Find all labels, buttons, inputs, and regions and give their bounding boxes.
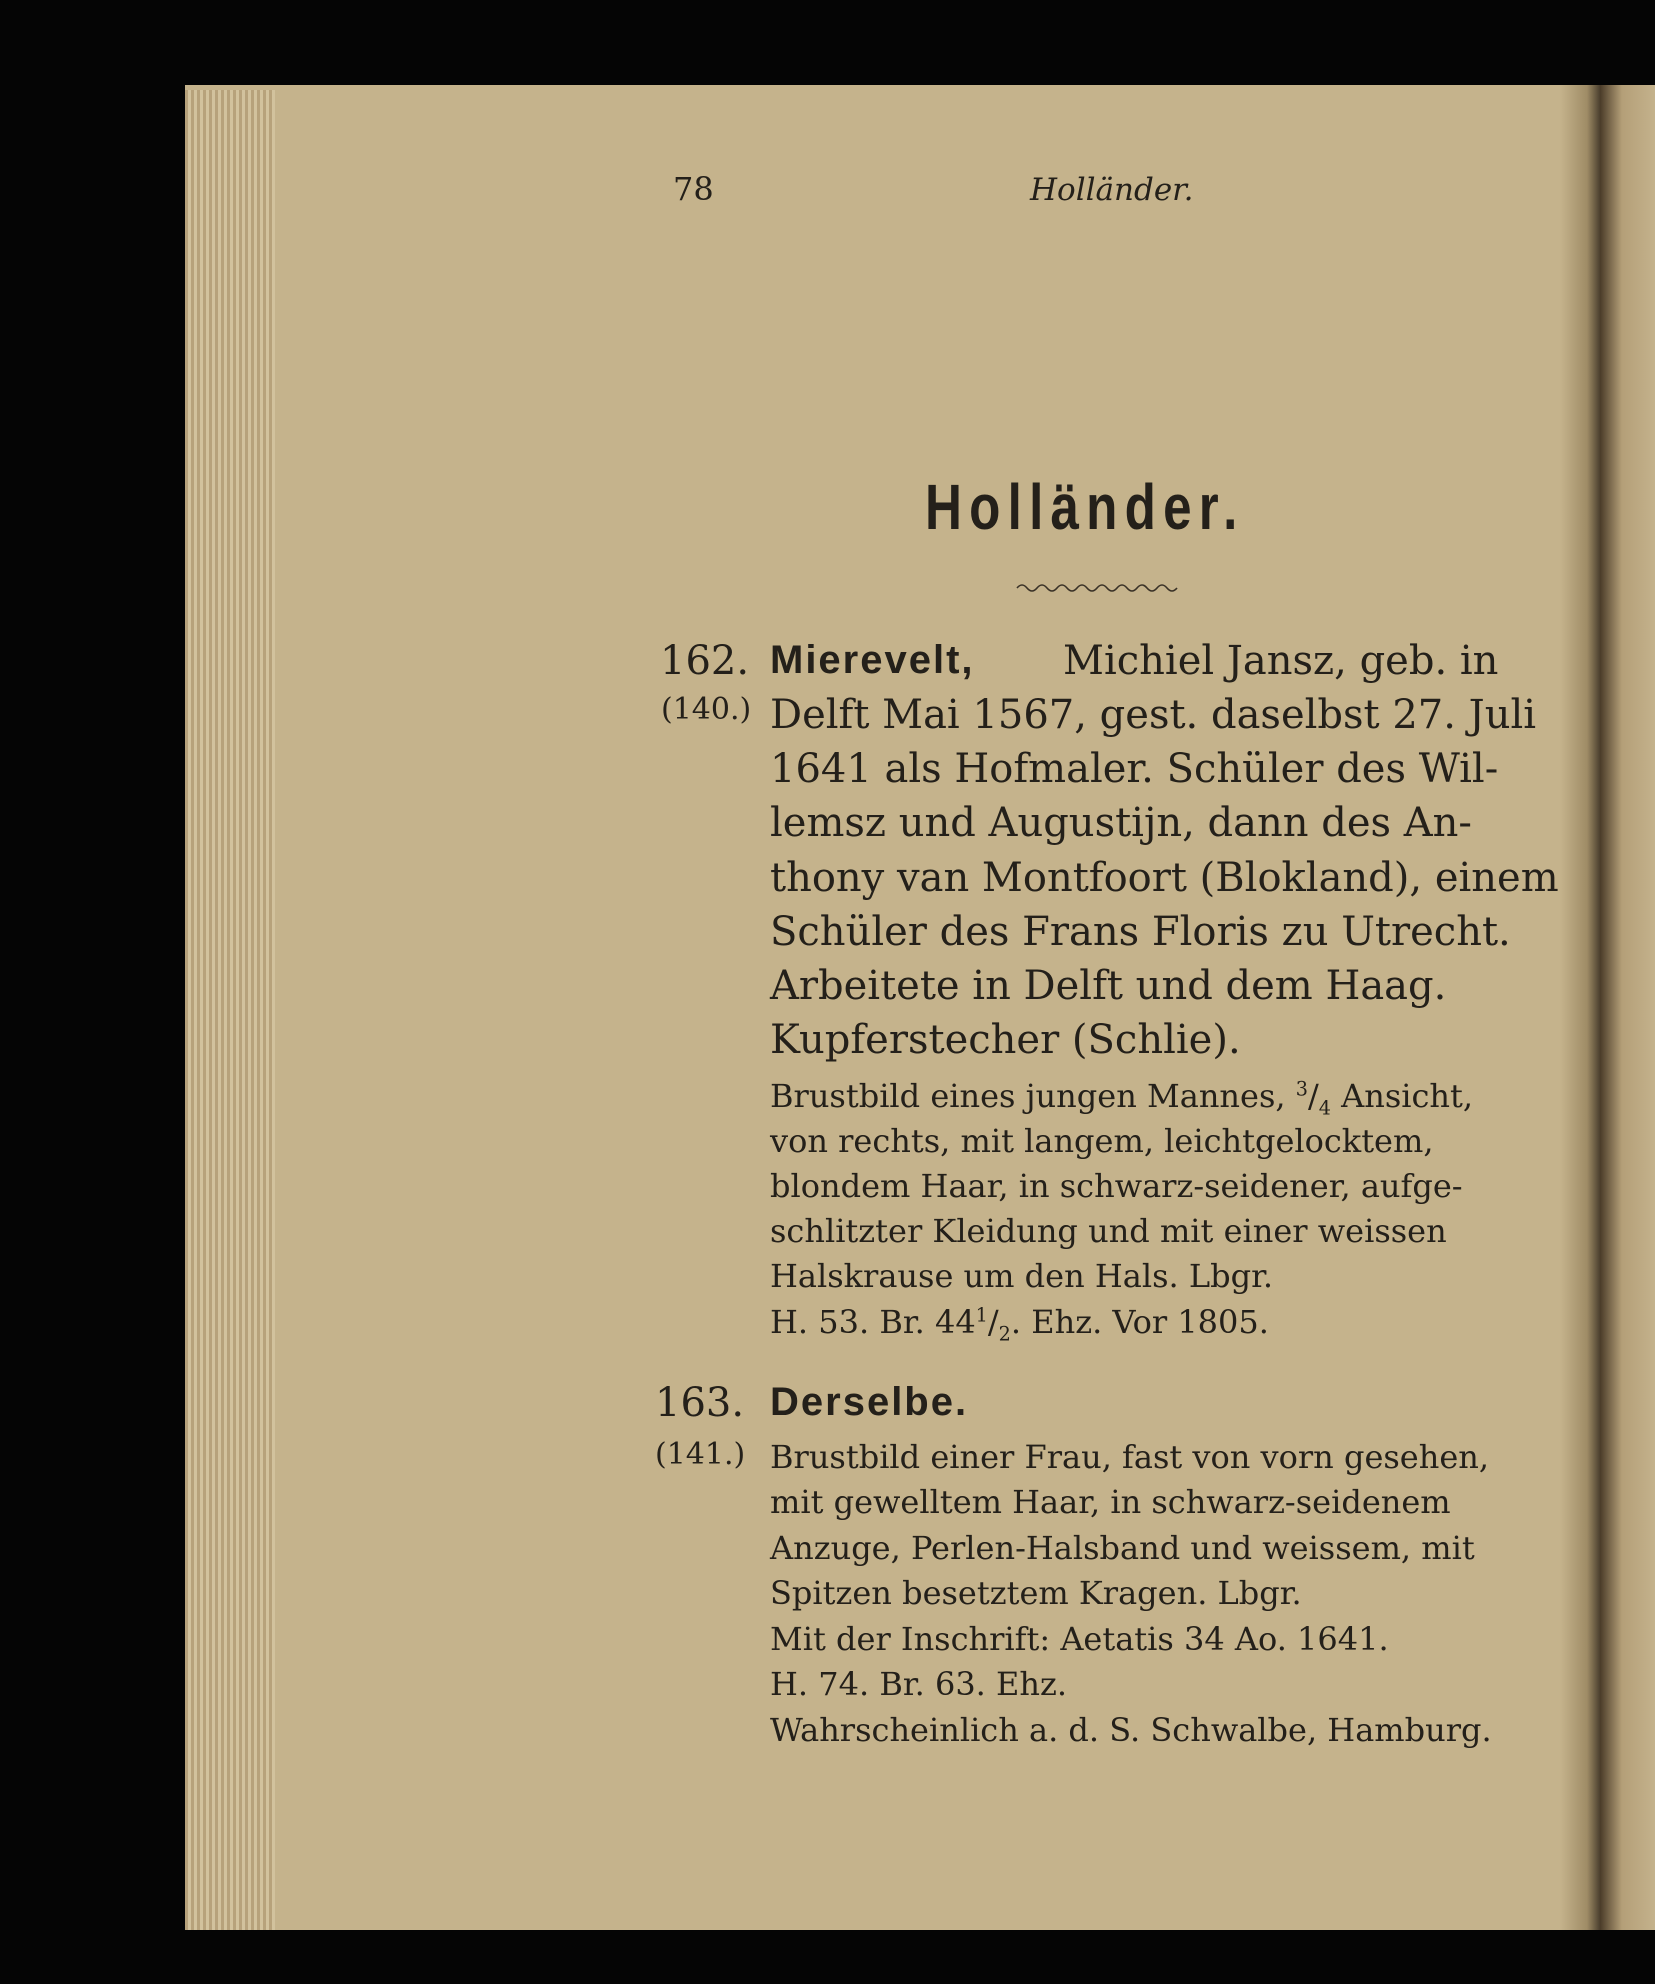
old-entry-number: (140.) bbox=[661, 692, 752, 727]
description-line: Halskrause um den Hals. Lbgr. bbox=[770, 1257, 1274, 1295]
entry-number: 162. bbox=[660, 638, 750, 684]
description-line: Anzuge, Perlen-Halsband und weissem, mit bbox=[770, 1529, 1475, 1567]
bio-line: Michiel Jansz, geb. in bbox=[1063, 638, 1499, 684]
wavy-rule-ornament bbox=[1015, 580, 1180, 596]
artist-name: Derselbe. bbox=[770, 1380, 969, 1424]
old-entry-number: (141.) bbox=[655, 1437, 746, 1472]
section-title: Holländer. bbox=[925, 471, 1245, 543]
bio-line: thony van Montfoort (Blokland), einem bbox=[770, 855, 1559, 901]
bio-line: Schüler des Frans Floris zu Utrecht. bbox=[770, 909, 1511, 955]
description-line: Brustbild einer Frau, fast von vorn gesehen, bbox=[770, 1438, 1490, 1476]
bio-line: Delft Mai 1567, gest. daselbst 27. Juli bbox=[770, 692, 1537, 738]
bio-line: Arbeitete in Delft und dem Haag. bbox=[770, 963, 1447, 1009]
bio-line: Kupferstecher (Schlie). bbox=[770, 1017, 1241, 1063]
description-line: von rechts, mit langem, leichtgelocktem, bbox=[770, 1122, 1434, 1160]
provenance-line: Wahrscheinlich a. d. S. Schwalbe, Hamburg. bbox=[770, 1711, 1492, 1749]
running-head: Holländer. bbox=[1030, 172, 1194, 208]
bio-line: 1641 als Hofmaler. Schüler des Wil- bbox=[770, 746, 1499, 792]
spine-shadow bbox=[1560, 85, 1605, 1930]
facing-page-edge bbox=[1600, 85, 1655, 1930]
artist-name: Mierevelt, bbox=[770, 638, 975, 682]
description-line: blondem Haar, in schwarz-seidener, aufge- bbox=[770, 1167, 1463, 1205]
dimensions-line: H. 74. Br. 63. Ehz. bbox=[770, 1665, 1068, 1703]
page-number: 78 bbox=[673, 170, 714, 208]
entry-number: 163. bbox=[655, 1380, 745, 1426]
description-line: mit gewelltem Haar, in schwarz-seidenem bbox=[770, 1483, 1451, 1521]
dimensions-line: H. 53. Br. $44^1/_2$. Ehz. Vor 1805. bbox=[770, 1303, 1269, 1346]
description-line: Brustbild eines jungen Mannes, $^3/_4$ Ansicht, bbox=[770, 1077, 1474, 1120]
description-line: Spitzen besetztem Kragen. Lbgr. bbox=[770, 1574, 1302, 1612]
description-line: Mit der Inschrift: Aetatis 34 Ao. 1641. bbox=[770, 1620, 1389, 1658]
bio-line: lemsz und Augustijn, dann des An- bbox=[770, 800, 1472, 846]
description-line: schlitzter Kleidung und mit einer weissen bbox=[770, 1212, 1447, 1250]
page-edges bbox=[185, 90, 275, 1930]
